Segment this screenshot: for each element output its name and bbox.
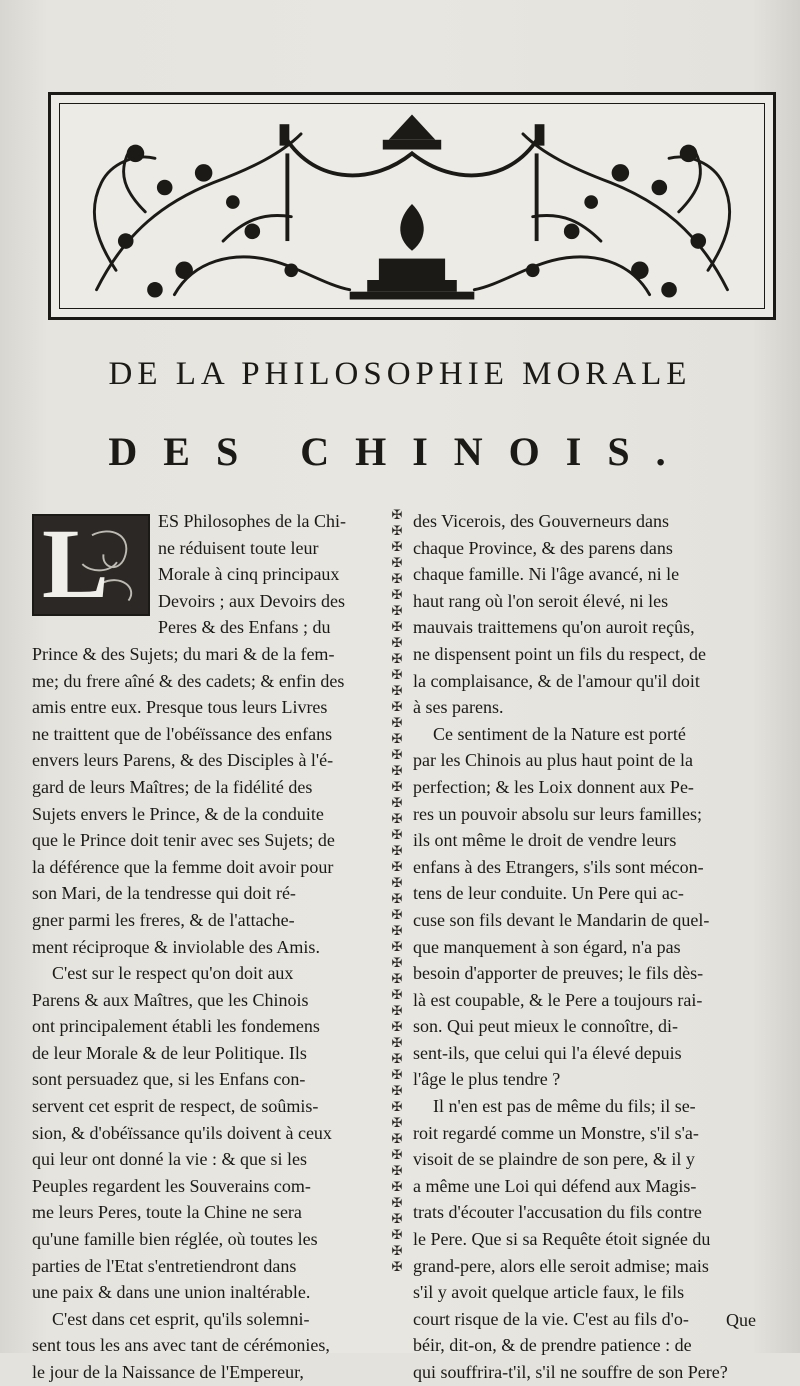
text-line: haut rang où l'on seroit élevé, ni les bbox=[413, 590, 669, 611]
text-line: Sujets envers le Prince, & de la conduite bbox=[32, 803, 324, 824]
text-line: enfans à des Etrangers, s'ils sont mécon- bbox=[413, 856, 704, 877]
text-line: qu'une famille bien réglée, où toutes les bbox=[32, 1229, 318, 1250]
ornamental-headpiece bbox=[48, 92, 776, 320]
text-line: son Mari, de la tendresse qui doit ré- bbox=[32, 883, 296, 904]
title-line-1: DE LA PHILOSOPHIE MORALE bbox=[108, 356, 692, 392]
text-line: Il n'en est pas de même du fils; il se- bbox=[433, 1096, 696, 1117]
text-line: ne dispensent point un fils du respect, de bbox=[413, 643, 706, 664]
text-line: que le Prince doit tenir avec ses Sujets; de bbox=[32, 830, 335, 851]
text-line: Peres & des Enfans ; du bbox=[158, 617, 331, 638]
text-line: son. Qui peut mieux le connoître, di- bbox=[413, 1016, 678, 1037]
text-line: par les Chinois au plus haut point de la bbox=[413, 750, 693, 771]
text-line: ne traittent que de l'obéïssance des enfans bbox=[32, 723, 333, 744]
text-line: ont principalement établi les fondemens bbox=[32, 1016, 320, 1037]
text-line: à ses parens. bbox=[413, 697, 504, 718]
text-line: le Pere. Que si sa Requête étoit signée du bbox=[413, 1229, 711, 1250]
text-line: C'est sur le respect qu'on doit aux bbox=[52, 963, 294, 984]
text-line: me; du frere aîné & des cadets; & enfin des bbox=[32, 670, 345, 691]
text-line: Parens & aux Maîtres, que les Chinois bbox=[32, 989, 309, 1010]
text-line: cuse son fils devant le Mandarin de quel- bbox=[413, 909, 710, 930]
text-line: la complaisance, & de l'amour qu'il doit bbox=[413, 670, 700, 691]
text-line: une paix & dans une union inaltérable. bbox=[32, 1282, 311, 1303]
text-line: l'âge le plus tendre ? bbox=[413, 1069, 561, 1090]
text-line: de leur Morale & de leur Politique. Ils bbox=[32, 1042, 307, 1063]
text-line: qui souffrira-t'il, s'il ne souffre de son Pere? bbox=[413, 1362, 728, 1382]
dropcap-letter: L bbox=[42, 508, 109, 619]
text-line: Morale à cinq principaux bbox=[158, 564, 340, 585]
text-line: tens de leur conduite. Un Pere qui ac- bbox=[413, 883, 684, 904]
text-line: gner parmi les freres, & de l'attache- bbox=[32, 909, 295, 930]
text-line: Ce sentiment de la Nature est porté bbox=[433, 723, 686, 744]
right-column bbox=[413, 508, 765, 1386]
text-line: chaque Province, & des parens dans bbox=[413, 537, 673, 558]
text-line: servent cet esprit de respect, de soûmis- bbox=[32, 1096, 319, 1117]
text-line: qui leur ont donné la vie : & que si les bbox=[32, 1149, 307, 1170]
text-line: là est coupable, & le Pere a toujours rai- bbox=[413, 989, 703, 1010]
text-line: chaque famille. Ni l'âge avancé, ni le bbox=[413, 564, 680, 585]
text-line: s'il y avoit quelque article faux, le fils bbox=[413, 1282, 685, 1303]
text-line: Devoirs ; aux Devoirs des bbox=[158, 590, 345, 611]
left-column bbox=[32, 508, 382, 1386]
text-line: grand-pere, alors elle seroit admise; mais bbox=[413, 1255, 709, 1276]
text-line: des Vicerois, des Gouverneurs dans bbox=[413, 511, 670, 531]
text-line: ment réciproque & inviolable des Amis. bbox=[32, 936, 320, 957]
text-line: besoin d'apporter de preuves; le fils dès- bbox=[413, 963, 704, 984]
floral-ornament-icon bbox=[51, 95, 773, 317]
text-line: roit regardé comme un Monstre, s'il s'a- bbox=[413, 1122, 699, 1143]
text-line: ES Philosophes de la Chi- bbox=[158, 511, 346, 531]
catchword: Que bbox=[726, 1310, 756, 1330]
text-line: res un pouvoir absolu sur leurs familles; bbox=[413, 803, 702, 824]
text-line: que manquement à son égard, n'a pas bbox=[413, 936, 681, 957]
text-line: sont persuadez que, si les Enfans con- bbox=[32, 1069, 306, 1090]
column-divider-icon: ✠ ✠ ✠ ✠ ✠ ✠ ✠ ✠ ✠ ✠ ✠ ✠ ✠ ✠ ✠ ✠ ✠ ✠ ✠ ✠ ✠ ✠ ✠ ✠ ✠ ✠ ✠ ✠ ✠ ✠ ✠ ✠ ✠ ✠ ✠ ✠ ✠ ✠ ✠ ✠ ✠ ✠ ✠ ✠ ✠ ✠ ✠ ✠ bbox=[391, 508, 403, 1275]
text-line: me leurs Peres, toute la Chine ne sera bbox=[32, 1202, 302, 1223]
text-line: ils ont même le droit de vendre leurs bbox=[413, 830, 677, 851]
text-line: parties de l'Etat s'entretiendront dans bbox=[32, 1255, 297, 1276]
title-line-2: DES CHINOIS. bbox=[108, 429, 692, 474]
text-line: a même une Loi qui défend aux Magis- bbox=[413, 1175, 697, 1196]
text-line: trats d'écouter l'accusation du fils contre bbox=[413, 1202, 702, 1223]
dropcap-lines bbox=[32, 508, 382, 641]
text-line: mauvais traittemens qu'on auroit reçûs, bbox=[413, 617, 695, 638]
text-line: ne réduisent toute leur bbox=[158, 537, 319, 558]
text-line: amis entre eux. Presque tous leurs Livres bbox=[32, 697, 328, 718]
text-line: le jour de la Naissance de l'Empereur, bbox=[32, 1362, 304, 1382]
text-line: sent-ils, que celui qui l'a élevé depuis bbox=[413, 1042, 682, 1063]
text-line: Prince & des Sujets; du mari & de la fem- bbox=[32, 643, 335, 664]
text-line: sion, & d'obéïssance qu'ils doivent à ceux bbox=[32, 1122, 332, 1143]
text-line: perfection; & les Loix donnent aux Pe- bbox=[413, 776, 694, 797]
text-line: court risque de la vie. C'est au fils d'o- bbox=[413, 1308, 689, 1329]
text-line: visoit de se plaindre de son pere, & il y bbox=[413, 1149, 695, 1170]
text-line: envers leurs Parens, & des Disciples à l'é- bbox=[32, 750, 334, 771]
text-line: gard de leurs Maîtres; de la fidélité des bbox=[32, 776, 313, 797]
text-line: C'est dans cet esprit, qu'ils solemni- bbox=[52, 1308, 310, 1329]
text-line: Peuples regardent les Souverains com- bbox=[32, 1175, 311, 1196]
text-line: béir, dit-on, & de prendre patience : de bbox=[413, 1335, 692, 1356]
text-line: sent tous les ans avec tant de cérémonies, bbox=[32, 1335, 330, 1356]
text-line: la déférence que la femme doit avoir pour bbox=[32, 856, 334, 877]
